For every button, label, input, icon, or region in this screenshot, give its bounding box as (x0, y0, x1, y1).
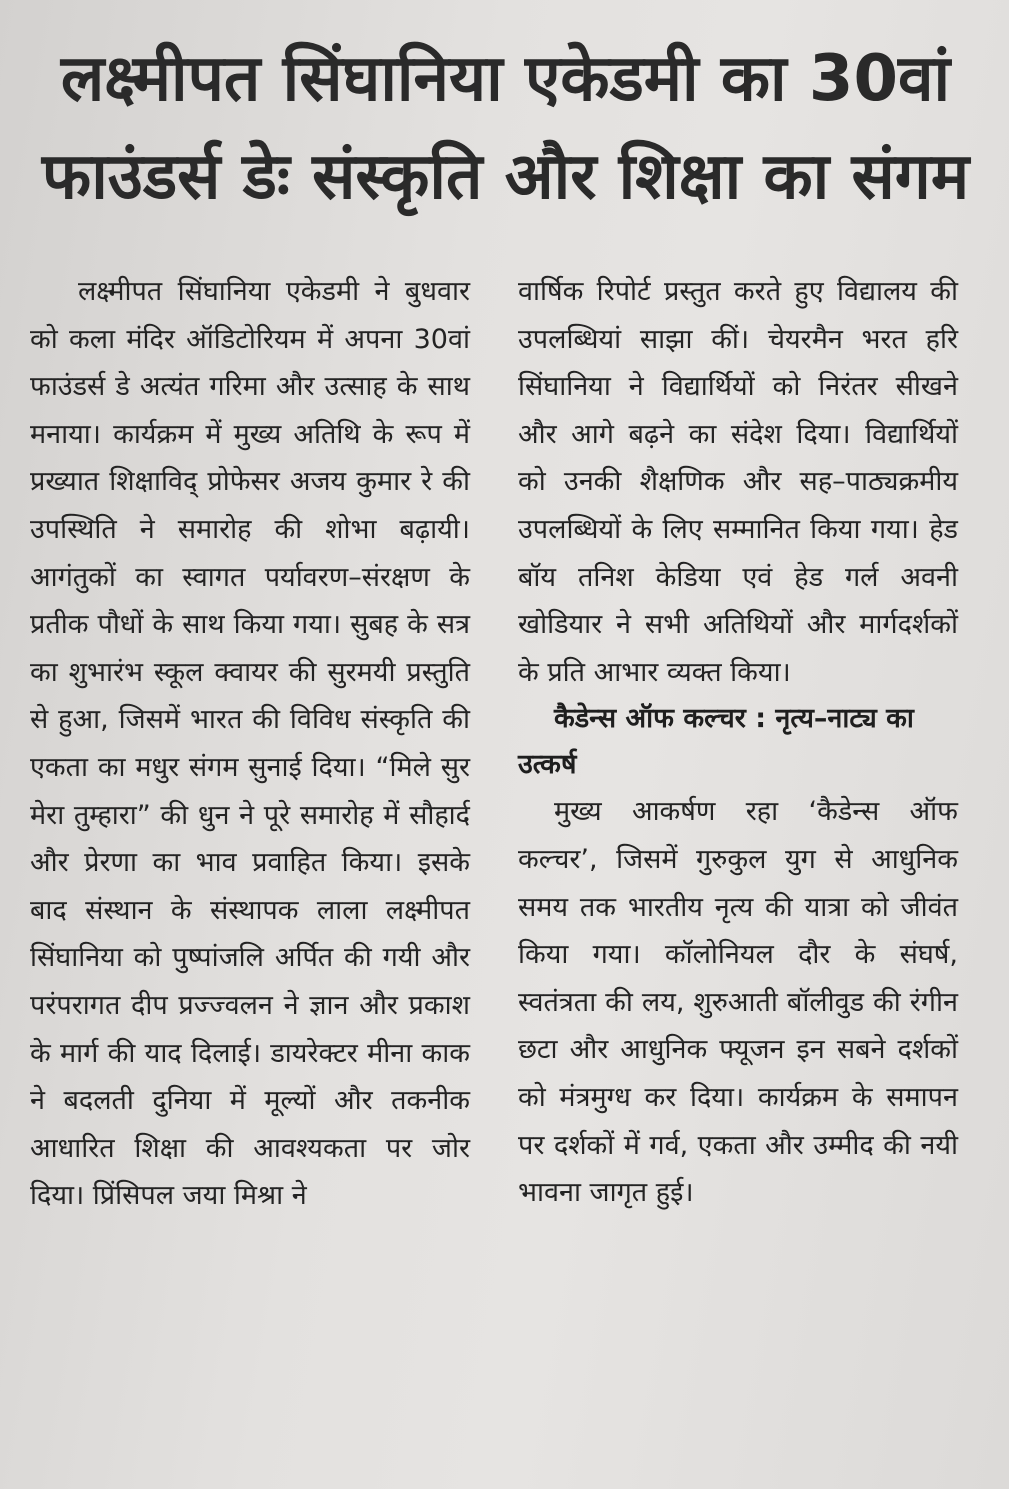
headline (30, 30, 981, 230)
article-column-left (30, 268, 470, 1468)
paragraph-opening: लक्ष्मीपत सिंघानिया एकेडमी ने बुधवार को कला मंदिर ऑडिटोरियम में अपना 30वां फाउंडर्स डे अत्यंत गरिमा और उत्साह के साथ मनाया। कार्यक्रम में मुख्य अतिथि के रूप में प्रख्यात शिक्षाविद् प्रोफेसर अजय कुमार रे की उपस्थिति ने समारोह की शोभा बढ़ायी। आगंतुकों का स्वागत पर्यावरण–संरक्षण के प्रतीक पौधों के साथ किया गया। सुबह के सत्र का शुभारंभ स्कूल क्वायर की सुरमयी प्रस्तुति से हुआ, जिसमें भारत की विविध संस्कृति की एकता का मधुर संगम सुनाई दिया। “मिले सुर मेरा तुम्हारा” की धुन ने पूरे समारोह में सौहार्द और प्रेरणा का भाव प्रवाहित किया। इसके बाद संस्थान के संस्थापक लाला लक्ष्मीपत सिंघानिया को पुष्पांजलि अर्पित की गयी और परंपरागत दीप प्रज्ज्वलन ने ज्ञान और प्रकाश के मार्ग की याद दिलाई। डायरेक्टर मीना काक ने बदलती दुनिया में मूल्यों और तकनीक आधारित शिक्षा की आवश्यकता पर जोर दिया। प्रिंसिपल जया मिश्रा ने (30, 276, 470, 1212)
paragraph-continuation: वार्षिक रिपोर्ट प्रस्तुत करते हुए विद्यालय की उपलब्धियां साझा कीं। चेयरमैन भरत हरि सिंघानिया ने विद्यार्थियों को निरंतर सीखने और आगे बढ़ने का संदेश दिया। विद्यार्थियों को उनकी शैक्षणिक और सह–पाठ्यक्रमीय उपलब्धियों के लिए सम्मानित किया गया। हेड बॉय तनिश केडिया एवं हेड गर्ल अवनी खोडियार ने सभी अतिथियों और मार्गदर्शकों के प्रति आभार व्यक्त किया। (518, 276, 958, 688)
article-body (30, 268, 981, 1468)
headline-line-1: लक्ष्मीपत सिंघानिया एकेडमी का 30वां (60, 42, 951, 116)
section-subheading: कैडेन्स ऑफ कल्चर : नृत्य–नाट्य का उत्कर्ष (518, 703, 914, 781)
article-column-right (518, 268, 958, 1468)
headline-line-2: फाउंडर्स डेः संस्कृति और शिक्षा का संगम (41, 140, 970, 214)
paragraph-cadence-of-culture: मुख्य आकर्षण रहा ‘कैडेन्स ऑफ कल्चर’, जिसमें गुरुकुल युग से आधुनिक समय तक भारतीय नृत्य की यात्रा को जीवंत किया गया। कॉलोनियल दौर के संघर्ष, स्वतंत्रता की लय, शुरुआती बॉलीवुड की रंगीन छटा और आधुनिक फ्यूजन इन सबने दर्शकों को मंत्रमुग्ध कर दिया। कार्यक्रम के समापन पर दर्शकों में गर्व, एकता और उम्मीद की नयी भावना जागृत हुई। (518, 796, 958, 1209)
